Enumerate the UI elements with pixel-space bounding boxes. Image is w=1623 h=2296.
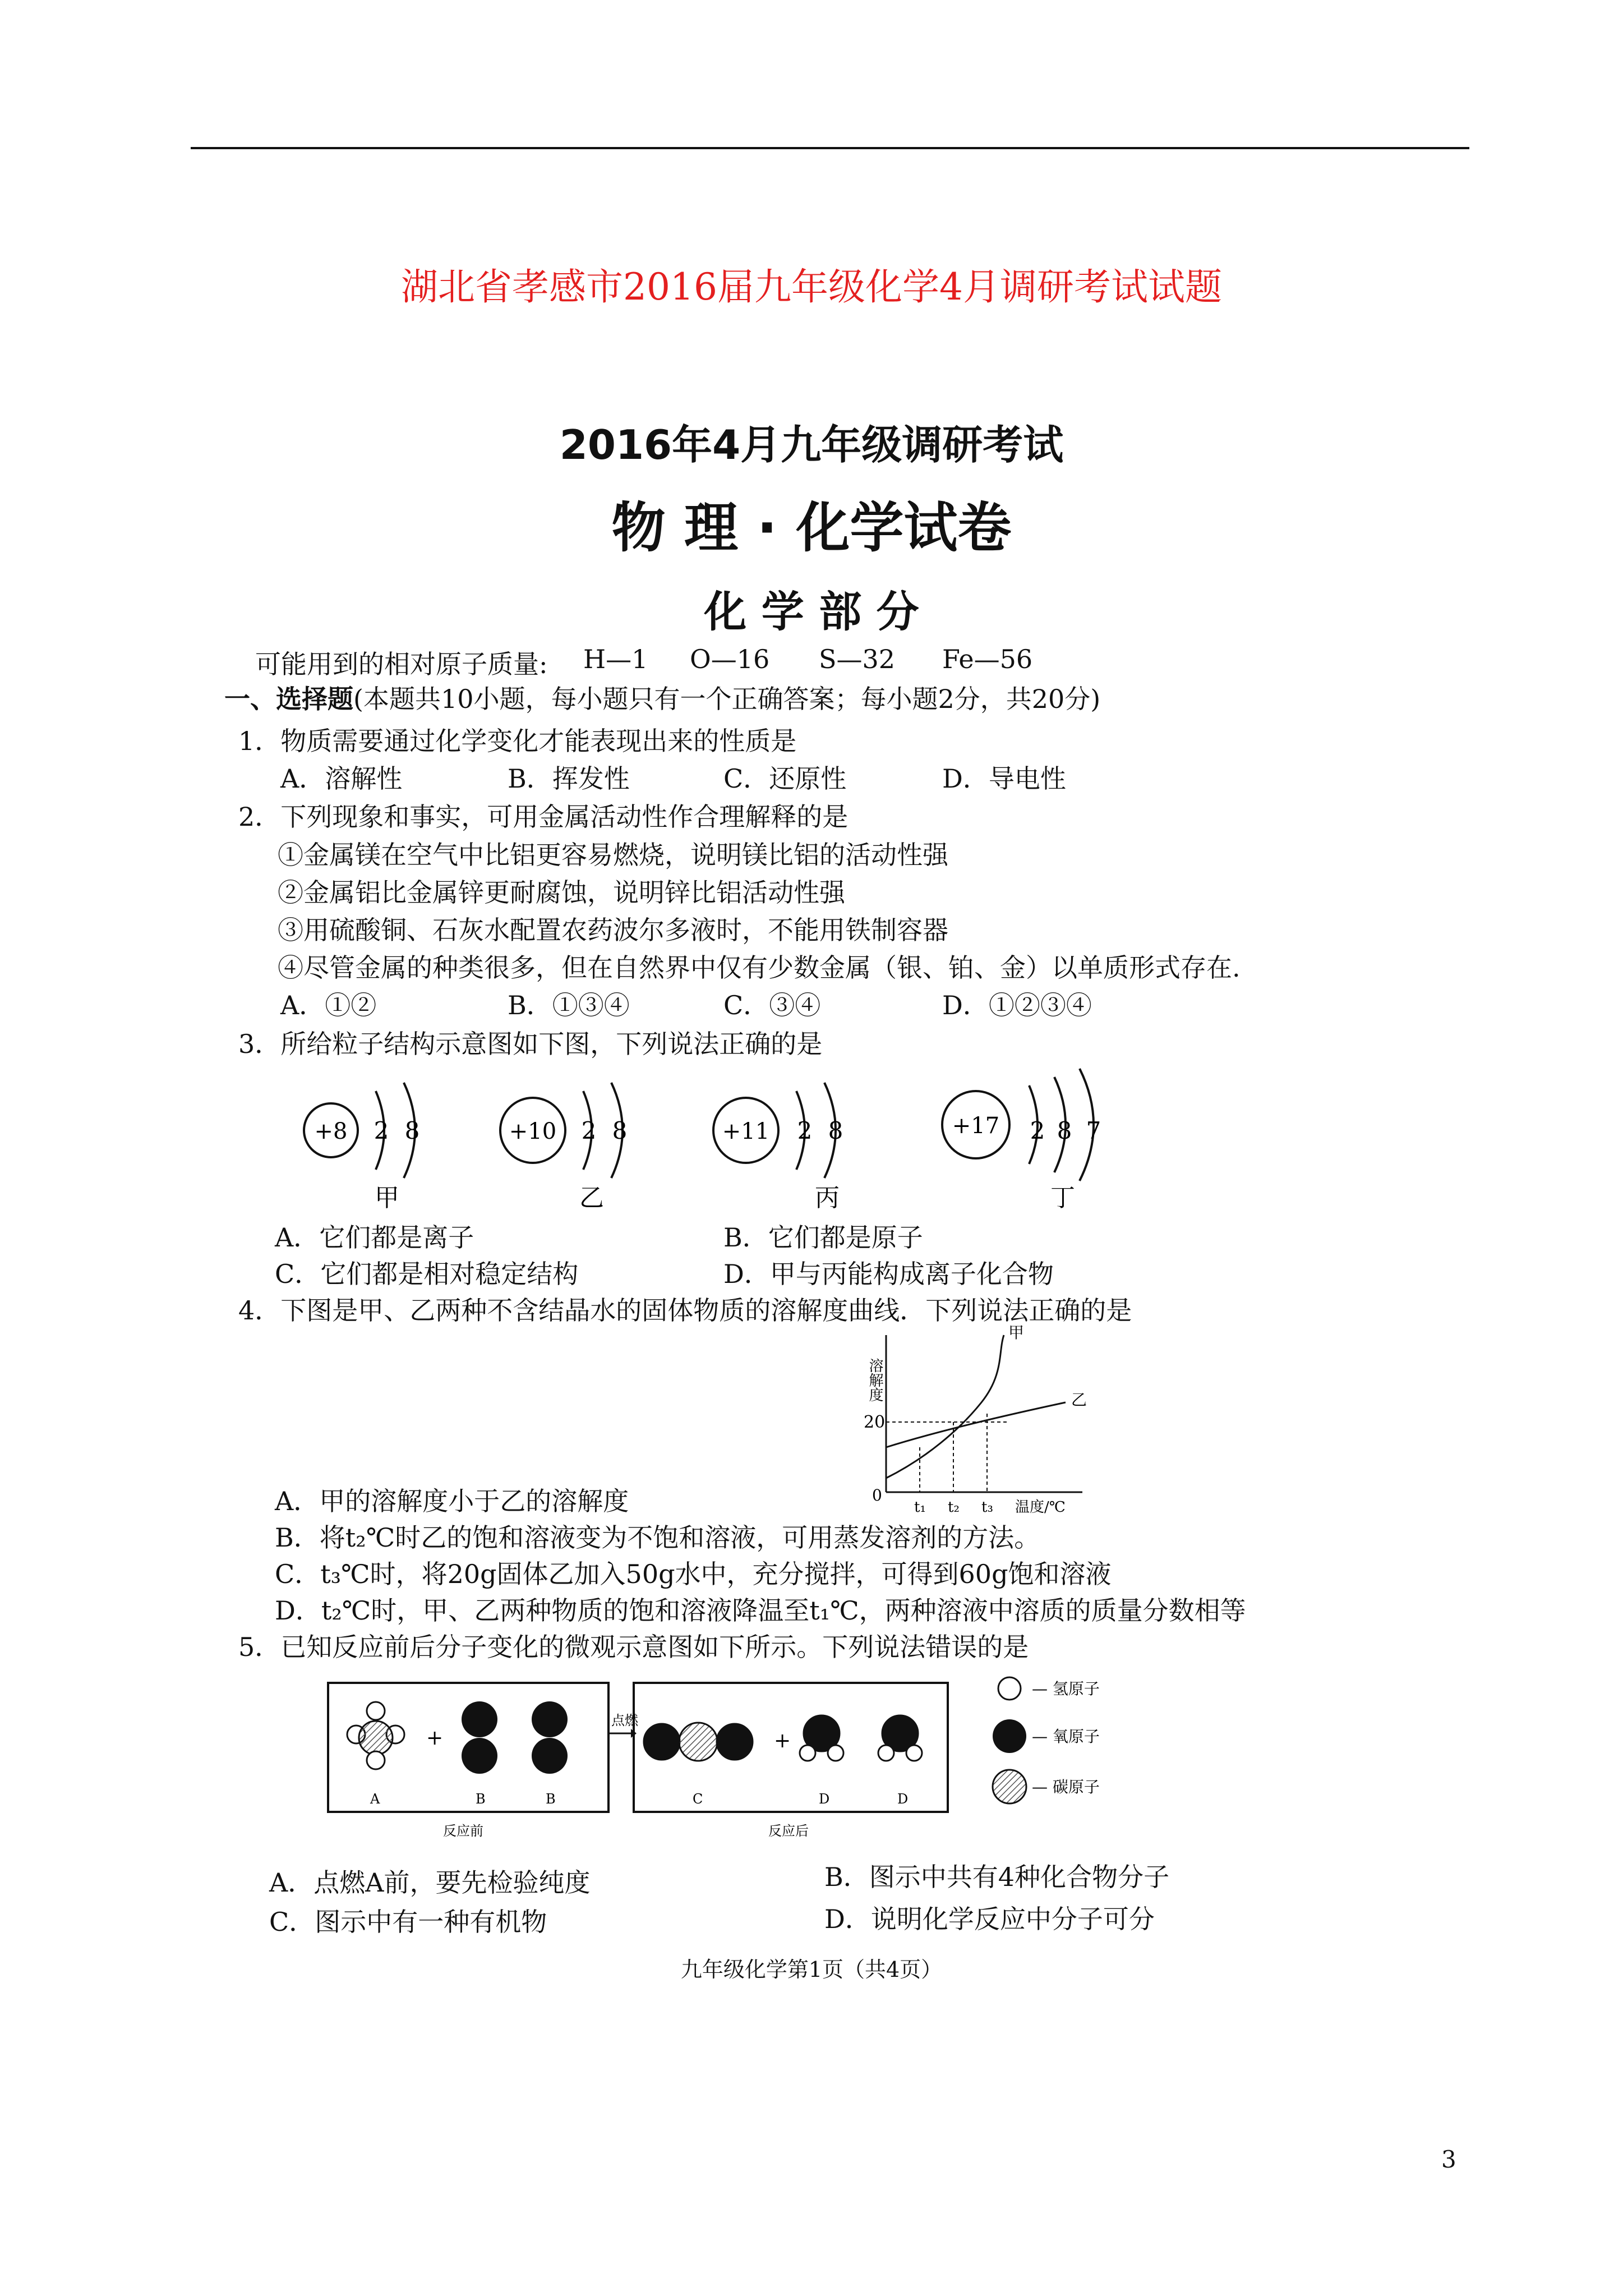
q5-option-d: D．说明化学反应中分子可分 bbox=[824, 1904, 1155, 1934]
atomic-masses-label: 可能用到的相对原子质量: bbox=[255, 649, 548, 679]
nucleus-charge: +10 bbox=[509, 1119, 557, 1144]
o-atom bbox=[644, 1724, 680, 1760]
molecule-a bbox=[347, 1702, 404, 1769]
atomic-mass-fe: Fe—56 bbox=[942, 644, 1033, 674]
shell-electrons: 2 bbox=[374, 1117, 389, 1144]
q5-option-b: B．图示中共有4种化合物分子 bbox=[824, 1862, 1170, 1892]
exam-subtitle: 物 理 · 化学试卷 bbox=[611, 496, 1012, 559]
shell-electrons: 7 bbox=[1086, 1117, 1101, 1144]
h-atom bbox=[800, 1745, 815, 1761]
molecule-b1 bbox=[462, 1701, 497, 1774]
q4-option-c: C．t₃℃时，将20g固体乙加入50g水中，充分搅拌，可得到60g饱和溶液 bbox=[275, 1559, 1112, 1589]
exam-section: 化 学 部 分 bbox=[704, 587, 919, 637]
nucleus-charge: +17 bbox=[952, 1113, 1000, 1139]
shell-electrons: 8 bbox=[1057, 1117, 1072, 1144]
q5-option-a: A．点燃A前，要先检验纯度 bbox=[269, 1867, 591, 1898]
label-b1: B bbox=[476, 1791, 486, 1807]
solubility-chart bbox=[841, 1318, 1099, 1520]
legend-o-label: — 氧原子 bbox=[1032, 1727, 1100, 1746]
molecule-c bbox=[644, 1723, 753, 1761]
legend-h-label: — 氢原子 bbox=[1032, 1680, 1100, 1698]
q3-particle-diagrams bbox=[269, 1055, 1166, 1223]
label-b2: B bbox=[546, 1791, 556, 1807]
h-atom bbox=[828, 1745, 843, 1761]
h-atom bbox=[906, 1745, 922, 1761]
particle-label: 乙 bbox=[579, 1184, 604, 1212]
q5-stem: 5．已知反应前后分子变化的微观示意图如下所示。下列说法错误的是 bbox=[238, 1632, 1029, 1662]
q3-option-b: B．它们都是原子 bbox=[723, 1222, 923, 1253]
q4-stem: 4．下图是甲、乙两种不含结晶水的固体物质的溶解度曲线．下列说法正确的是 bbox=[238, 1295, 1132, 1326]
atomic-mass-o: O—16 bbox=[690, 644, 770, 674]
o-atom bbox=[532, 1738, 568, 1774]
q2-stem: 2．下列现象和事实，可用金属活动性作合理解释的是 bbox=[238, 802, 849, 832]
shell-electrons: 2 bbox=[797, 1117, 813, 1144]
molecule-d2 bbox=[878, 1715, 922, 1761]
curve-jia bbox=[886, 1335, 1004, 1478]
particle-label: 甲 bbox=[375, 1184, 399, 1212]
q5-option-c: C．图示中有一种有机物 bbox=[269, 1907, 547, 1937]
c-atom bbox=[679, 1723, 717, 1761]
x-axis-label: 温度/℃ bbox=[1015, 1499, 1066, 1516]
part1-heading-line bbox=[224, 679, 1100, 716]
y-tick-20: 20 bbox=[864, 1412, 886, 1432]
q2-option-b: B．①③④ bbox=[508, 990, 630, 1020]
header-rule bbox=[191, 147, 1469, 149]
atomic-mass-s: S—32 bbox=[819, 644, 896, 674]
label-c: C bbox=[693, 1791, 703, 1807]
q3-option-d: D．甲与丙能构成离子化合物 bbox=[723, 1259, 1054, 1289]
page-number: 3 bbox=[1441, 2146, 1456, 2173]
y-axis-label: 溶解度 bbox=[866, 1358, 883, 1402]
legend-h-icon bbox=[998, 1677, 1021, 1700]
molecule-b2 bbox=[532, 1701, 568, 1774]
nucleus-charge: +11 bbox=[722, 1119, 770, 1144]
h-atom bbox=[367, 1751, 385, 1769]
q2-statement-1: ①金属镁在空气中比铝更容易燃烧，说明镁比铝的活动性强 bbox=[278, 840, 948, 870]
q3-option-a: A．它们都是离子 bbox=[275, 1222, 474, 1253]
q2-option-c: C．③④ bbox=[723, 990, 821, 1020]
h-atom bbox=[878, 1745, 894, 1761]
shell-electrons: 8 bbox=[828, 1117, 843, 1144]
plus-sign: + bbox=[426, 1727, 444, 1750]
q2-option-d: D．①②③④ bbox=[942, 990, 1092, 1020]
label-d2: D bbox=[897, 1791, 909, 1807]
q1-stem: 1．物质需要通过化学变化才能表现出来的性质是 bbox=[238, 726, 797, 756]
q1-option-c: C．还原性 bbox=[723, 763, 847, 794]
doc-title: 湖北省孝感市2016届九年级化学4月调研考试试题 bbox=[401, 265, 1222, 309]
reaction-diagram bbox=[325, 1672, 1245, 1851]
curve-jia-label: 甲 bbox=[1008, 1323, 1025, 1342]
q4-option-b: B．将t₂℃时乙的饱和溶液变为不饱和溶液，可用蒸发溶剂的方法。 bbox=[275, 1522, 1040, 1553]
shell-electrons: 8 bbox=[404, 1117, 420, 1144]
legend-c-label: — 碳原子 bbox=[1032, 1778, 1100, 1796]
label-d1: D bbox=[819, 1791, 830, 1807]
shell-electrons: 2 bbox=[581, 1117, 597, 1144]
shell-electrons: 8 bbox=[612, 1117, 628, 1144]
legend-o-icon bbox=[993, 1719, 1026, 1753]
atomic-mass-h: H—1 bbox=[583, 644, 648, 674]
arrow-label: 点燃 bbox=[611, 1713, 638, 1728]
exam-title: 2016年4月九年级调研考试 bbox=[559, 421, 1064, 468]
c-atom bbox=[359, 1721, 393, 1755]
q4-option-a: A．甲的溶解度小于乙的溶解度 bbox=[275, 1486, 629, 1516]
plus-sign: + bbox=[774, 1729, 791, 1752]
o-atom bbox=[462, 1738, 497, 1774]
q1-option-d: D．导电性 bbox=[942, 763, 1066, 794]
particle-label: 丁 bbox=[1050, 1184, 1075, 1212]
legend-c-icon bbox=[993, 1770, 1026, 1803]
molecule-d1 bbox=[800, 1715, 843, 1761]
shell-electrons: 2 bbox=[1030, 1117, 1045, 1144]
part1-heading: 一、选择题 bbox=[224, 684, 353, 714]
q2-statement-3: ③用硫酸铜、石灰水配置农药波尔多液时，不能用铁制容器 bbox=[278, 915, 948, 945]
curve-yi-label: 乙 bbox=[1071, 1391, 1087, 1409]
page-footer: 九年级化学第1页（共4页） bbox=[680, 1957, 943, 1982]
part1-note: (本题共10小题，每小题只有一个正确答案；每小题2分，共20分) bbox=[353, 684, 1101, 714]
q2-statement-2: ②金属铝比金属锌更耐腐蚀，说明锌比铝活动性强 bbox=[278, 877, 845, 908]
after-caption: 反应后 bbox=[768, 1823, 809, 1839]
o-atom bbox=[532, 1701, 568, 1737]
o-atom bbox=[717, 1724, 753, 1760]
q3-stem: 3．所给粒子结构示意图如下图，下列说法正确的是 bbox=[238, 1029, 823, 1059]
h-atom bbox=[367, 1702, 385, 1720]
x-tick-t3: t₃ bbox=[981, 1499, 993, 1516]
q4-option-d: D．t₂℃时，甲、乙两种物质的饱和溶液降温至t₁℃，两种溶液中溶质的质量分数相等 bbox=[275, 1595, 1246, 1626]
origin-label: 0 bbox=[872, 1486, 882, 1504]
q2-option-a: A．①② bbox=[280, 990, 377, 1020]
o-atom bbox=[462, 1701, 497, 1737]
before-caption: 反应前 bbox=[443, 1823, 483, 1839]
particle-label: 丙 bbox=[815, 1184, 840, 1212]
q2-statement-4: ④尽管金属的种类很多，但在自然界中仅有少数金属（银、铂、金）以单质形式存在. bbox=[278, 953, 1241, 983]
x-tick-t2: t₂ bbox=[948, 1499, 960, 1516]
q3-option-c: C．它们都是相对稳定结构 bbox=[275, 1259, 579, 1289]
q1-option-b: B．挥发性 bbox=[508, 763, 630, 794]
label-a: A bbox=[370, 1791, 380, 1807]
q1-option-a: A．溶解性 bbox=[280, 763, 403, 794]
nucleus-charge: +8 bbox=[314, 1119, 348, 1144]
x-tick-t1: t₁ bbox=[914, 1499, 926, 1516]
